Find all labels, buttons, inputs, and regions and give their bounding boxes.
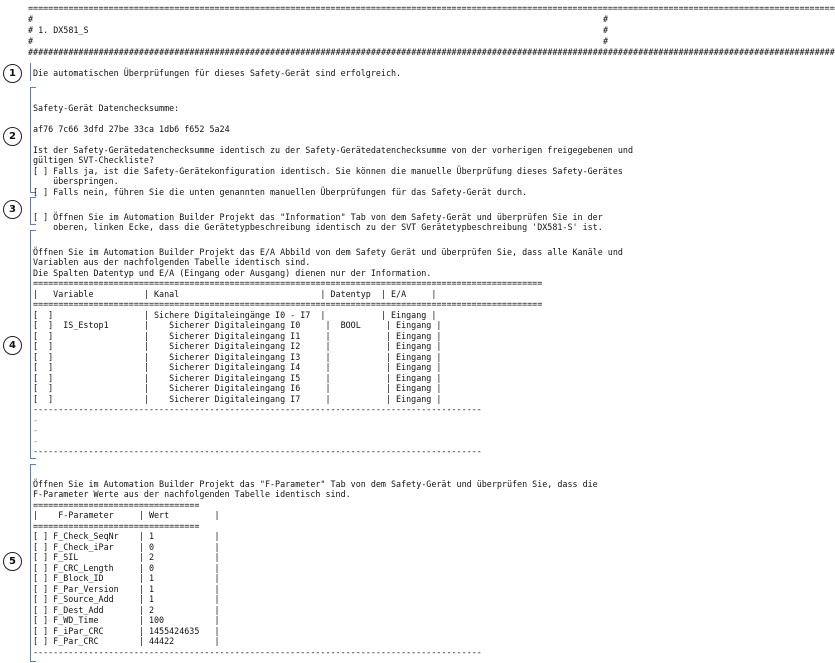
step-5-text xyxy=(33,468,608,657)
table-row[interactable]: [ ] F_CRC_Length | 0 | xyxy=(33,562,220,573)
text-line: Ist der Safety-Gerätedatenchecksumme identisch zu der Safety-Gerätedatenchecksumme von der vorherigen freigegebenen und xyxy=(33,144,634,155)
table-header: | F-Parameter | Wert | xyxy=(33,510,220,520)
header-title-row xyxy=(28,25,612,35)
header-hash-row-3 xyxy=(28,36,612,46)
text-line: Die Spalten Datentyp und E/A (Eingang oder Ausgang) dienen nur der Information. xyxy=(33,267,432,278)
header-hash-left-3: # xyxy=(28,36,34,46)
text-line: gültigen SVT-Checkliste? xyxy=(33,155,155,165)
table-header: | Variable | Kanal | Datentyp | E/A | xyxy=(33,288,437,299)
step-1-text: Die automatischen Überprüfungen für dieses Safety-Gerät sind erfolgreich. xyxy=(33,68,402,78)
step-2 xyxy=(0,87,634,197)
header-rule-top: ================================================================================================================================================================ xyxy=(28,3,835,13)
text-line: Öffnen Sie im Automation Builder Projekt das "F-Parameter" Tab von dem Safety-Gerät und überprüfen Sie, dass die xyxy=(33,478,598,489)
table-row[interactable]: [ ] | Sicherer Digitaleingang I5 | | Eingang | xyxy=(33,372,442,383)
step-number-badge: 3 xyxy=(3,200,22,219)
table-rule: ----------------------------------------------------------------------------------------- xyxy=(33,446,482,456)
table-row[interactable]: [ ] F_Par_CRC | 44422 | xyxy=(33,636,220,646)
step-5 xyxy=(0,464,612,663)
text-line: Variablen aus der nachfolgenden Tabelle identisch sind. xyxy=(33,257,311,267)
table-row[interactable]: [ ] | Sicherer Digitaleingang I3 | | Eingang | xyxy=(33,351,442,362)
header-hash-rule: ################################################################################################################################################################ xyxy=(28,47,835,57)
table-row[interactable]: [ ] | Sichere Digitaleingänge I0 - I7 | | Eingang | xyxy=(33,309,437,320)
step-3-text xyxy=(33,201,608,233)
dash-marker: - xyxy=(33,425,39,435)
dash-marker: - xyxy=(33,414,39,425)
step-number-badge: 1 xyxy=(3,64,22,83)
table-row[interactable]: [ ] F_Dest_Add | 2 | xyxy=(33,604,220,615)
table-row[interactable]: [ ] | Sicherer Digitaleingang I7 | | Eingang | xyxy=(33,393,442,404)
table-rule: ----------------------------------------------------------------------------------------- xyxy=(33,404,482,414)
dash-marker: - xyxy=(33,435,39,446)
header-hash-left: # xyxy=(28,14,34,24)
text-line: oberen, linken Ecke, dass die Gerätetypbeschreibung identisch zu der SVT Gerätetypbeschreibung 'DX581-S' ist. xyxy=(33,222,603,232)
text-line: F-Parameter Werte aus der nachfolgenden Tabelle identisch sind. xyxy=(33,489,351,499)
table-rule: ----------------------------------------------------------------------------------------- xyxy=(33,646,482,657)
header-hash-row-1 xyxy=(28,14,612,24)
table-row[interactable]: [ ] F_SIL | 2 | xyxy=(33,552,220,562)
checkbox-option-yes[interactable]: [ ] Falls ja, ist die Safety-Gerätekonfiguration identisch. Sie können die manuelle Überprüfung dieses Safety-Gerätes xyxy=(33,165,623,176)
step-number-badge: 2 xyxy=(3,127,22,146)
checkbox-item[interactable]: [ ] Öffnen Sie im Automation Builder Projekt das "Information" Tab von dem Safety-Gerät und überprüfen Sie in der xyxy=(33,211,603,222)
table-row[interactable]: [ ] | Sicherer Digitaleingang I2 | | Eingang | xyxy=(33,341,442,351)
table-row[interactable]: [ ] | Sicherer Digitaleingang I4 | | Eingang | xyxy=(33,362,442,372)
step-1 xyxy=(0,63,612,83)
page-title: # 1. DX581_S xyxy=(28,25,89,35)
header-hash-right-2: # xyxy=(602,25,608,35)
table-row[interactable]: [ ] | Sicherer Digitaleingang I1 | | Eingang | xyxy=(33,330,442,341)
table-rule: ===================================================================================================== xyxy=(33,299,543,309)
checksum-value: af76 7c66 3dfd 27be 33ca 1db6 f652 5a24 xyxy=(33,123,230,134)
table-row[interactable]: [ ] F_WD_Time | 100 | xyxy=(33,615,220,625)
step-4-text xyxy=(33,236,623,457)
step-number-badge: 4 xyxy=(3,336,22,355)
table-row[interactable]: [ ] F_Par_Version | 1 | xyxy=(33,583,220,594)
text-line: überspringen. xyxy=(33,176,119,186)
table-row[interactable]: [ ] IS_Estop1 | Sicherer Digitaleingang I0 | BOOL | Eingang | xyxy=(33,320,442,330)
table-rule: ================================= xyxy=(33,520,200,531)
checkbox-option-no[interactable]: [ ] Falls nein, führen Sie die unten genannten manuellen Überprüfungen für das Safety-Gerät durch. xyxy=(33,186,528,197)
table-rule: ===================================================================================================== xyxy=(33,278,543,288)
table-row[interactable]: [ ] F_iPar_CRC | 1455424635 | xyxy=(33,625,220,636)
table-rule: ================================= xyxy=(33,499,200,510)
table-row[interactable]: [ ] F_Check_SeqNr | 1 | xyxy=(33,531,220,541)
table-row[interactable]: [ ] | Sicherer Digitaleingang I6 | | Eingang | xyxy=(33,383,442,393)
table-row[interactable]: [ ] F_Source_Add | 1 | xyxy=(33,594,220,604)
step-number-badge: 5 xyxy=(3,552,22,571)
table-row[interactable]: [ ] F_Block_ID | 1 | xyxy=(33,573,220,583)
text-line: Öffnen Sie im Automation Builder Projekt das E/A Abbild von dem Safety Gerät und überprüfen Sie, dass alle Kanäle und xyxy=(33,246,623,257)
step-2-text xyxy=(33,92,634,197)
step-4 xyxy=(0,230,623,460)
step-3 xyxy=(0,197,612,232)
header-hash-right: # xyxy=(602,14,608,24)
text-line: Safety-Gerät Datenchecksumme: xyxy=(33,102,180,113)
table-row[interactable]: [ ] F_Check_iPar | 0 | xyxy=(33,541,220,552)
header-hash-right-3: # xyxy=(602,36,608,46)
